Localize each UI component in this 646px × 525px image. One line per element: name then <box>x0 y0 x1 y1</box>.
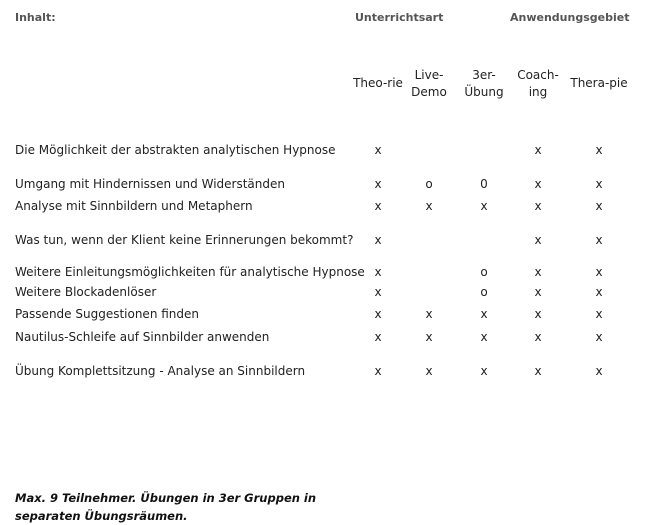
table-cell-3er-exercise: x <box>480 307 488 321</box>
table-cell-live-demo: x <box>425 364 433 378</box>
table-cell-theory: x <box>374 307 382 321</box>
table-cell-3er-exercise: o <box>480 265 488 279</box>
table-cell-live-demo: x <box>425 330 433 344</box>
table-cell-coaching: x <box>534 265 542 279</box>
table-row-label: Weitere Einleitungsmöglichkeiten für analytische Hypnose <box>15 265 365 279</box>
table-cell-therapy: x <box>595 233 603 247</box>
table-row-label: Umgang mit Hindernissen und Widerständen <box>15 177 285 191</box>
column-header-3er-exercise: 3er- Übung <box>464 68 504 99</box>
table-cell-live-demo: x <box>425 199 433 213</box>
table-cell-therapy: x <box>595 330 603 344</box>
footer-note: Max. 9 Teilnehmer. Übungen in 3er Gruppen in separaten Übungsräumen. <box>15 491 317 523</box>
table-cell-3er-exercise: x <box>480 364 488 378</box>
table-cell-coaching: x <box>534 285 542 299</box>
table-cell-theory: x <box>374 177 382 191</box>
table-cell-coaching: x <box>534 307 542 321</box>
table-cell-coaching: x <box>534 330 542 344</box>
table-cell-theory: x <box>374 285 382 299</box>
table-cell-3er-exercise: x <box>480 330 488 344</box>
column-header-therapy: Thera-pie <box>570 76 628 90</box>
table-row-label: Analyse mit Sinnbildern und Metaphern <box>15 199 253 213</box>
table-cell-coaching: x <box>534 364 542 378</box>
table-cell-therapy: x <box>595 364 603 378</box>
table-cell-3er-exercise: 0 <box>480 177 488 191</box>
table-cell-live-demo: x <box>425 307 433 321</box>
table-cell-theory: x <box>374 364 382 378</box>
table-cell-live-demo: o <box>425 177 433 191</box>
table-row-label: Nautilus-Schleife auf Sinnbilder anwenden <box>15 330 270 344</box>
table-cell-theory: x <box>374 233 382 247</box>
content-header: Inhalt: <box>15 11 56 24</box>
application-area-header: Anwendungsgebiet <box>510 11 630 24</box>
table-cell-coaching: x <box>534 177 542 191</box>
table-cell-therapy: x <box>595 285 603 299</box>
table-cell-3er-exercise: o <box>480 285 488 299</box>
table-row-label: Was tun, wenn der Klient keine Erinnerungen bekommt? <box>15 233 354 247</box>
table-cell-coaching: x <box>534 233 542 247</box>
teaching-type-header: Unterrichtsart <box>355 11 444 24</box>
table-cell-3er-exercise: x <box>480 199 488 213</box>
table-cell-coaching: x <box>534 199 542 213</box>
table-row-label: Die Möglichkeit der abstrakten analytischen Hypnose <box>15 143 336 157</box>
table-cell-theory: x <box>374 143 382 157</box>
table-cell-therapy: x <box>595 307 603 321</box>
table-cell-theory: x <box>374 330 382 344</box>
table-cell-theory: x <box>374 199 382 213</box>
table-cell-therapy: x <box>595 199 603 213</box>
column-header-coaching: Coach- ing <box>517 68 559 99</box>
table-cell-therapy: x <box>595 143 603 157</box>
table-cell-therapy: x <box>595 265 603 279</box>
column-header-theory: Theo-rie <box>353 76 403 90</box>
table-row-label: Weitere Blockadenlöser <box>15 285 157 299</box>
table-cell-coaching: x <box>534 143 542 157</box>
table-cell-therapy: x <box>595 177 603 191</box>
table-row-label: Übung Komplettsitzung - Analyse an Sinnbildern <box>15 364 306 378</box>
column-header-live-demo: Live- Demo <box>411 68 447 99</box>
table-cell-theory: x <box>374 265 382 279</box>
table-row-label: Passende Suggestionen finden <box>15 307 200 321</box>
